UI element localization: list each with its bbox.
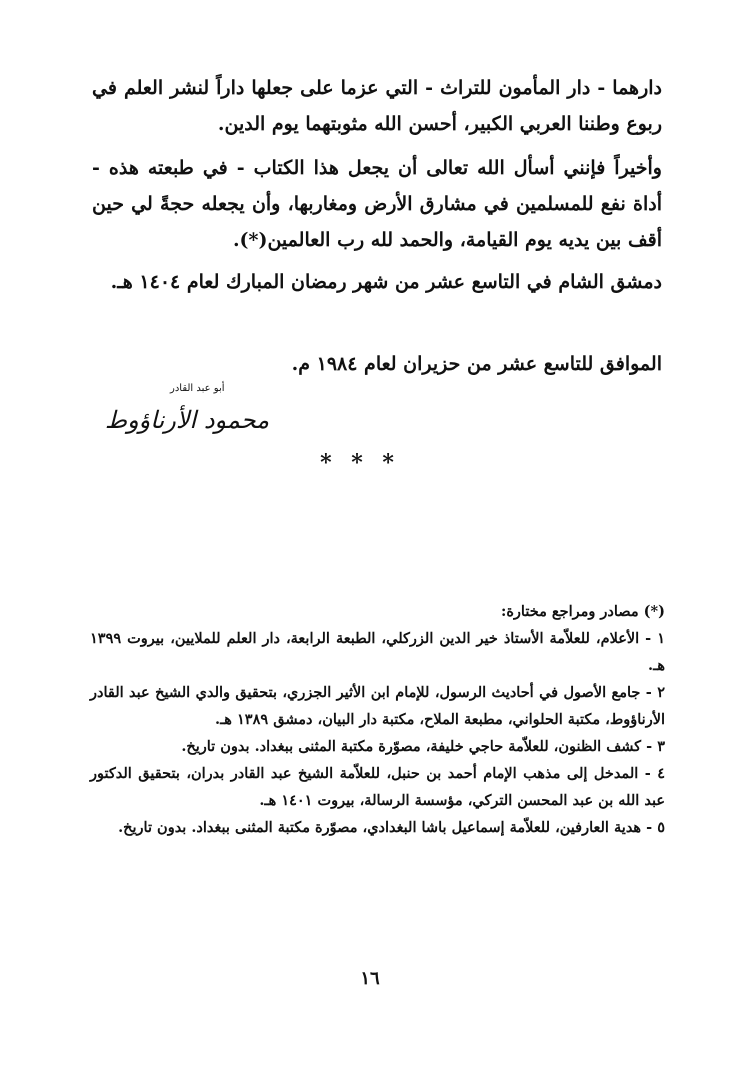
- footnote-item: ٥ - هدية العارفين، للعلاّمة إسماعيل باشا البغدادي، مصوّرة مكتبة المثنى ببغداد. بدون تاريخ.: [118, 819, 665, 836]
- page-number: ١٦: [360, 968, 380, 989]
- footnotes-title: (*) مصادر ومراجع مختارة:: [500, 603, 665, 620]
- signature-label: أبو عبد القادر: [170, 383, 225, 394]
- section-separator: * * *: [320, 450, 400, 476]
- footnotes: [90, 598, 665, 841]
- paragraph-date-gregorian: الموافق للتاسع عشر من حزيران لعام ١٩٨٤ م.: [291, 353, 662, 375]
- paragraph-2: وأخيراً فإنني أسأل الله تعالى أن يجعل هذا الكتاب - في طبعته هذه - أداة نفع للمسلمين في مشارق الأرض ومغاربها، وأن يجعله حجةً لي حين أقف بين يديه يوم القيامة، والحمد لله رب العالمين(*).: [92, 157, 662, 251]
- paragraph-1: دارهما - دار المأمون للتراث - التي عزما على جعلها داراً لنشر العلم في ربوع وطننا العربي الكبير، أحسن الله مثوبتهما يوم الدين.: [92, 77, 662, 135]
- footnote-item: ٢ - جامع الأصول في أحاديث الرسول، للإمام ابن الأثير الجزري، بتحقيق والدي الشيخ عبد القادر الأرناؤوط، مكتبة الحلواني، مطبعة الملاح، مكتبة دار البيان، دمشق ١٣٨٩ هـ.: [90, 684, 665, 728]
- signature-name: محمود الأرناؤوط: [104, 406, 270, 434]
- footnote-item: ٣ - كشف الظنون، للعلاّمة حاجي خليفة، مصوّرة مكتبة المثنى ببغداد. بدون تاريخ.: [181, 738, 665, 755]
- footnote-item: ١ - الأعلام، للعلاّمة الأستاذ خير الدين الزركلي، الطبعة الرابعة، دار العلم للملايين، بيروت ١٣٩٩ هـ.: [90, 630, 665, 674]
- footnote-item: ٤ - المدخل إلى مذهب الإمام أحمد بن حنبل، للعلاّمة الشيخ عبد القادر بدران، بتحقيق الدكتور عبد الله بن عبد المحسن التركي، مؤسسة الرسالة، بيروت ١٤٠١ هـ.: [90, 765, 665, 809]
- paragraph-date-hijri: دمشق الشام في التاسع عشر من شهر رمضان المبارك لعام ١٤٠٤ هـ.: [110, 271, 662, 293]
